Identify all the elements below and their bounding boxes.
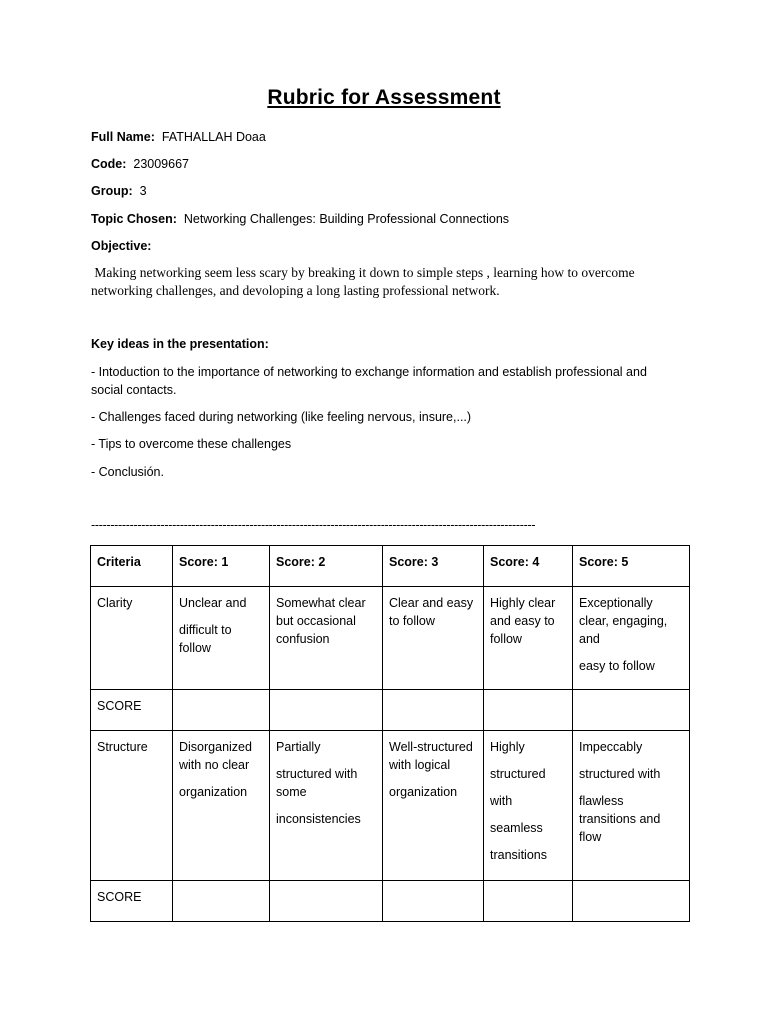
- cell-text: Somewhat clear but occasional confusion: [276, 596, 366, 646]
- cell-text: with: [490, 794, 513, 808]
- score-cell: [484, 881, 573, 922]
- cell-text: structured: [490, 767, 546, 781]
- rubric-table: [90, 545, 690, 922]
- cell-text: organization: [389, 785, 458, 799]
- cell-text: structured with: [579, 767, 661, 781]
- cell-text: Impeccably: [579, 740, 643, 754]
- score-cell: [573, 690, 690, 731]
- table-row-score: [91, 690, 690, 731]
- cell-text: seamless: [490, 821, 543, 835]
- cell-text: Highly: [490, 740, 525, 754]
- criteria-clarity: Clarity: [91, 587, 173, 690]
- header-score-4: Score: 4: [484, 546, 573, 587]
- objective-heading: [91, 237, 151, 255]
- code-value: 23009667: [133, 157, 189, 171]
- score-label: SCORE: [91, 881, 173, 922]
- header-score-3: Score: 3: [383, 546, 484, 587]
- score-cell: [270, 881, 383, 922]
- full-name-line: [91, 128, 266, 146]
- separator-line: -------------------------------------------------------------------------------------------------------------------: [91, 518, 536, 532]
- score-cell: [173, 690, 270, 731]
- cell-text: easy to follow: [579, 659, 655, 673]
- score-cell: [173, 881, 270, 922]
- score-cell: [383, 690, 484, 731]
- cell-text: Disorganized with no clear: [179, 740, 252, 772]
- code-label: Code:: [91, 157, 127, 171]
- full-name-value: FATHALLAH Doaa: [161, 130, 266, 144]
- group-label: Group:: [91, 184, 133, 198]
- group-value: 3: [139, 184, 147, 198]
- topic-line: [91, 210, 509, 228]
- cell-text: transitions: [490, 848, 547, 862]
- key-idea-item: - Challenges faced during networking (like feeling nervous, insure,...): [91, 410, 472, 424]
- cell-text: Unclear and: [179, 596, 247, 610]
- header-score-5: Score: 5: [573, 546, 690, 587]
- cell-text: Exceptionally clear, engaging, and: [579, 596, 668, 646]
- header-criteria: Criteria: [91, 546, 173, 587]
- cell-text: inconsistencies: [276, 812, 361, 826]
- score-cell: [573, 881, 690, 922]
- table-row-clarity: [91, 587, 690, 690]
- cell-text: structured with some: [276, 767, 358, 799]
- topic-label: Topic Chosen:: [91, 212, 177, 226]
- header-score-2: Score: 2: [270, 546, 383, 587]
- score-label: SCORE: [91, 690, 173, 731]
- key-idea-item: - Intoduction to the importance of networking to exchange information and establish professional and social contacts.: [91, 365, 647, 397]
- topic-value: Networking Challenges: Building Professional Connections: [183, 212, 510, 226]
- table-header-row: [91, 546, 690, 587]
- clarity-score-3: [383, 587, 484, 690]
- structure-score-4: [484, 731, 573, 881]
- objective-text-line-1: Making networking seem less scary by breaking it down to simple steps , learning how to overcome: [91, 265, 635, 280]
- cell-text: organization: [179, 785, 248, 799]
- structure-score-1: [173, 731, 270, 881]
- code-line: [91, 155, 189, 173]
- cell-text: Well-structured with logical: [389, 740, 473, 772]
- cell-text: Partially: [276, 740, 321, 754]
- structure-score-5: [573, 731, 690, 881]
- table-row-score: [91, 881, 690, 922]
- key-ideas-label: Key ideas in the presentation:: [91, 337, 269, 351]
- table-row-structure: [91, 731, 690, 881]
- key-ideas-heading: [91, 335, 269, 353]
- clarity-score-1: [173, 587, 270, 690]
- structure-score-2: [270, 731, 383, 881]
- objective-label: Objective:: [91, 239, 152, 253]
- objective-text-line-2: networking challenges, and devoloping a long lasting professional network.: [91, 283, 500, 298]
- score-cell: [484, 690, 573, 731]
- criteria-structure: Structure: [91, 731, 173, 881]
- structure-score-3: [383, 731, 484, 881]
- score-cell: [383, 881, 484, 922]
- header-score-1: Score: 1: [173, 546, 270, 587]
- score-cell: [270, 690, 383, 731]
- full-name-label: Full Name:: [91, 130, 155, 144]
- clarity-score-5: [573, 587, 690, 690]
- clarity-score-4: [484, 587, 573, 690]
- cell-text: flawless transitions and flow: [579, 794, 661, 844]
- key-idea-item: - Tips to overcome these challenges: [91, 437, 292, 451]
- key-idea-item: - Conclusión.: [91, 465, 164, 479]
- page-title: Rubric for Assessment: [267, 86, 501, 109]
- group-line: [91, 182, 147, 200]
- cell-text: Highly clear and easy to follow: [490, 596, 556, 646]
- clarity-score-2: [270, 587, 383, 690]
- cell-text: Clear and easy to follow: [389, 596, 474, 628]
- cell-text: difficult to follow: [179, 623, 232, 655]
